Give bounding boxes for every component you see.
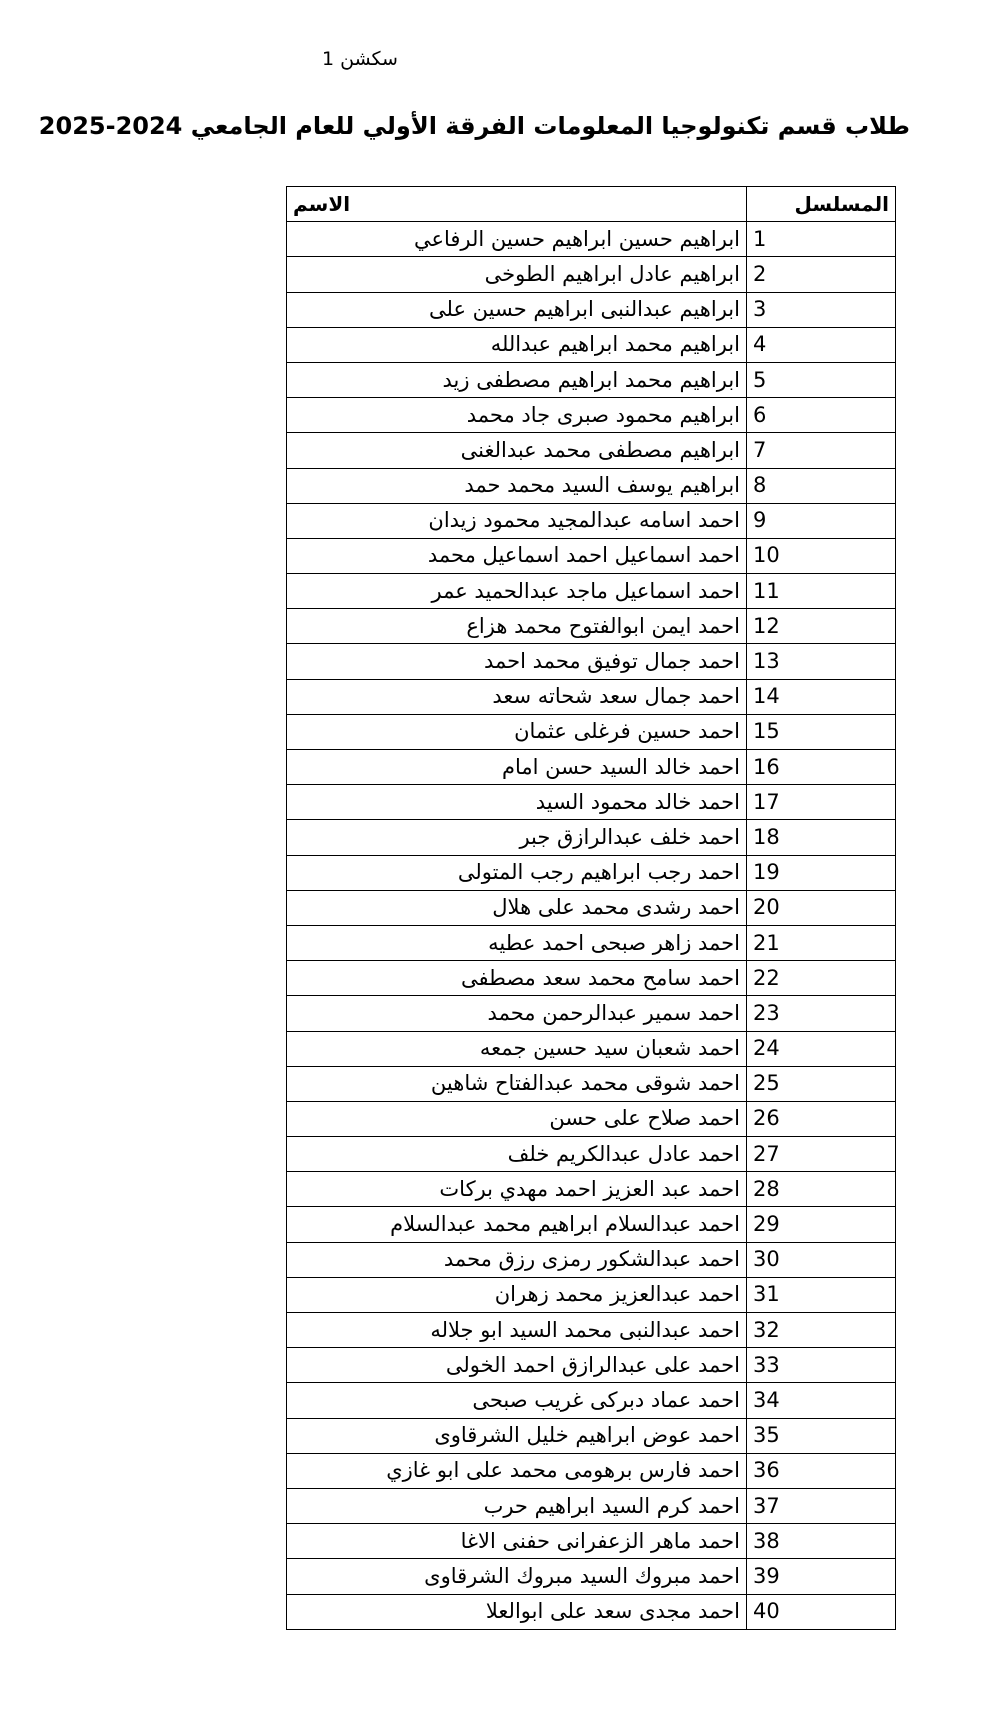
- student-name-cell: احمد ايمن ابوالفتوح محمد هزاع: [287, 609, 747, 644]
- student-name-cell: احمد شعبان سيد حسين جمعه: [287, 1031, 747, 1066]
- table-row: [287, 925, 896, 960]
- table-row: [287, 1172, 896, 1207]
- student-name-cell: احمد خلف عبدالرازق جبر: [287, 820, 747, 855]
- student-name-cell: احمد رجب ابراهيم رجب المتولى: [287, 855, 747, 890]
- table-row: [287, 609, 896, 644]
- serial-cell: 2: [747, 257, 896, 292]
- serial-cell: 33: [747, 1348, 896, 1383]
- column-header-serial: المسلسل: [747, 187, 896, 222]
- student-name-cell: احمد عبد العزيز احمد مهدي بركات: [287, 1172, 747, 1207]
- serial-cell: 35: [747, 1418, 896, 1453]
- student-name-cell: احمد اسماعيل ماجد عبدالحميد عمر: [287, 574, 747, 609]
- serial-cell: 25: [747, 1066, 896, 1101]
- student-name-cell: احمد مجدى سعد على ابوالعلا: [287, 1594, 747, 1629]
- serial-cell: 24: [747, 1031, 896, 1066]
- serial-cell: 34: [747, 1383, 896, 1418]
- table-row: [287, 1313, 896, 1348]
- serial-cell: 22: [747, 961, 896, 996]
- serial-cell: 21: [747, 925, 896, 960]
- section-label: سكشن 1: [322, 48, 398, 70]
- serial-cell: 40: [747, 1594, 896, 1629]
- table-row: [287, 1524, 896, 1559]
- student-name-cell: احمد فارس برهومى محمد على ابو غازي: [287, 1453, 747, 1488]
- student-name-cell: احمد خالد محمود السيد: [287, 785, 747, 820]
- serial-cell: 18: [747, 820, 896, 855]
- student-name-cell: احمد خالد السيد حسن امام: [287, 750, 747, 785]
- student-name-cell: احمد رشدى محمد على هلال: [287, 890, 747, 925]
- serial-cell: 28: [747, 1172, 896, 1207]
- student-name-cell: احمد عبدالنبى محمد السيد ابو جلاله: [287, 1313, 747, 1348]
- table-row: [287, 890, 896, 925]
- serial-cell: 11: [747, 574, 896, 609]
- student-name-cell: احمد شوقى محمد عبدالفتاح شاهين: [287, 1066, 747, 1101]
- student-name-cell: احمد صلاح على حسن: [287, 1101, 747, 1136]
- table-row: [287, 503, 896, 538]
- table-row: [287, 398, 896, 433]
- page-title: طلاب قسم تكنولوجيا المعلومات الفرقة الأولي للعام الجامعي 2024-2025: [38, 112, 910, 140]
- student-name-cell: احمد عوض ابراهيم خليل الشرقاوى: [287, 1418, 747, 1453]
- student-name-cell: احمد جمال توفيق محمد احمد: [287, 644, 747, 679]
- serial-cell: 3: [747, 292, 896, 327]
- table-row: [287, 1207, 896, 1242]
- table-row: [287, 961, 896, 996]
- table-row: [287, 1277, 896, 1312]
- table-row: [287, 1137, 896, 1172]
- student-name-cell: ابراهيم محمد ابراهيم عبدالله: [287, 327, 747, 362]
- student-name-cell: ابراهيم عبدالنبى ابراهيم حسين على: [287, 292, 747, 327]
- student-name-cell: احمد كرم السيد ابراهيم حرب: [287, 1488, 747, 1523]
- table-row: [287, 714, 896, 749]
- serial-cell: 20: [747, 890, 896, 925]
- serial-cell: 26: [747, 1101, 896, 1136]
- serial-cell: 30: [747, 1242, 896, 1277]
- student-name-cell: احمد عادل عبدالكريم خلف: [287, 1137, 747, 1172]
- student-name-cell: احمد عماد دبركى غريب صبحى: [287, 1383, 747, 1418]
- student-name-cell: احمد على عبدالرازق احمد الخولى: [287, 1348, 747, 1383]
- serial-cell: 10: [747, 538, 896, 573]
- student-name-cell: احمد سمير عبدالرحمن محمد: [287, 996, 747, 1031]
- table-row: [287, 1594, 896, 1629]
- table-row: [287, 1488, 896, 1523]
- serial-cell: 29: [747, 1207, 896, 1242]
- serial-cell: 12: [747, 609, 896, 644]
- students-table: [286, 186, 896, 1630]
- student-name-cell: ابراهيم حسين ابراهيم حسين الرفاعي: [287, 222, 747, 257]
- serial-cell: 9: [747, 503, 896, 538]
- student-name-cell: احمد عبدالسلام ابراهيم محمد عبدالسلام: [287, 1207, 747, 1242]
- table-row: [287, 1453, 896, 1488]
- table-body: [287, 222, 896, 1630]
- serial-cell: 8: [747, 468, 896, 503]
- table-row: [287, 1031, 896, 1066]
- student-name-cell: ابراهيم مصطفى محمد عبدالغنى: [287, 433, 747, 468]
- serial-cell: 39: [747, 1559, 896, 1594]
- student-name-cell: ابراهيم يوسف السيد محمد حمد: [287, 468, 747, 503]
- serial-cell: 14: [747, 679, 896, 714]
- serial-cell: 13: [747, 644, 896, 679]
- table-row: [287, 1418, 896, 1453]
- column-header-name: الاسم: [287, 187, 747, 222]
- table-header: [287, 187, 896, 222]
- table-row: [287, 750, 896, 785]
- table-row: [287, 327, 896, 362]
- serial-cell: 7: [747, 433, 896, 468]
- serial-cell: 6: [747, 398, 896, 433]
- table-row: [287, 996, 896, 1031]
- serial-cell: 17: [747, 785, 896, 820]
- table-row: [287, 785, 896, 820]
- serial-cell: 1: [747, 222, 896, 257]
- student-name-cell: احمد سامح محمد سعد مصطفى: [287, 961, 747, 996]
- table-row: [287, 538, 896, 573]
- serial-cell: 23: [747, 996, 896, 1031]
- serial-cell: 19: [747, 855, 896, 890]
- serial-cell: 4: [747, 327, 896, 362]
- table-row: [287, 362, 896, 397]
- serial-cell: 32: [747, 1313, 896, 1348]
- header-row: [287, 187, 896, 222]
- student-name-cell: احمد اسماعيل احمد اسماعيل محمد: [287, 538, 747, 573]
- student-name-cell: احمد جمال سعد شحاته سعد: [287, 679, 747, 714]
- serial-cell: 15: [747, 714, 896, 749]
- student-name-cell: احمد عبدالعزيز محمد زهران: [287, 1277, 747, 1312]
- table-row: [287, 1066, 896, 1101]
- serial-cell: 38: [747, 1524, 896, 1559]
- table-row: [287, 468, 896, 503]
- serial-cell: 27: [747, 1137, 896, 1172]
- table-row: [287, 1348, 896, 1383]
- student-name-cell: احمد اسامه عبدالمجيد محمود زيدان: [287, 503, 747, 538]
- table-row: [287, 1559, 896, 1594]
- table-row: [287, 257, 896, 292]
- table-row: [287, 222, 896, 257]
- student-name-cell: احمد زاهر صبحى احمد عطيه: [287, 925, 747, 960]
- student-name-cell: احمد ماهر الزعفرانى حفنى الاغا: [287, 1524, 747, 1559]
- student-name-cell: ابراهيم عادل ابراهيم الطوخى: [287, 257, 747, 292]
- table-row: [287, 433, 896, 468]
- student-name-cell: احمد مبروك السيد مبروك الشرقاوى: [287, 1559, 747, 1594]
- serial-cell: 37: [747, 1488, 896, 1523]
- table-row: [287, 292, 896, 327]
- serial-cell: 36: [747, 1453, 896, 1488]
- student-name-cell: ابراهيم محمود صبرى جاد محمد: [287, 398, 747, 433]
- table-row: [287, 855, 896, 890]
- serial-cell: 31: [747, 1277, 896, 1312]
- student-name-cell: احمد حسين فرغلى عثمان: [287, 714, 747, 749]
- table-row: [287, 1383, 896, 1418]
- serial-cell: 16: [747, 750, 896, 785]
- serial-cell: 5: [747, 362, 896, 397]
- student-name-cell: احمد عبدالشكور رمزى رزق محمد: [287, 1242, 747, 1277]
- student-name-cell: ابراهيم محمد ابراهيم مصطفى زيد: [287, 362, 747, 397]
- table-row: [287, 1242, 896, 1277]
- table-row: [287, 820, 896, 855]
- table-row: [287, 644, 896, 679]
- table-row: [287, 679, 896, 714]
- table-row: [287, 574, 896, 609]
- table-row: [287, 1101, 896, 1136]
